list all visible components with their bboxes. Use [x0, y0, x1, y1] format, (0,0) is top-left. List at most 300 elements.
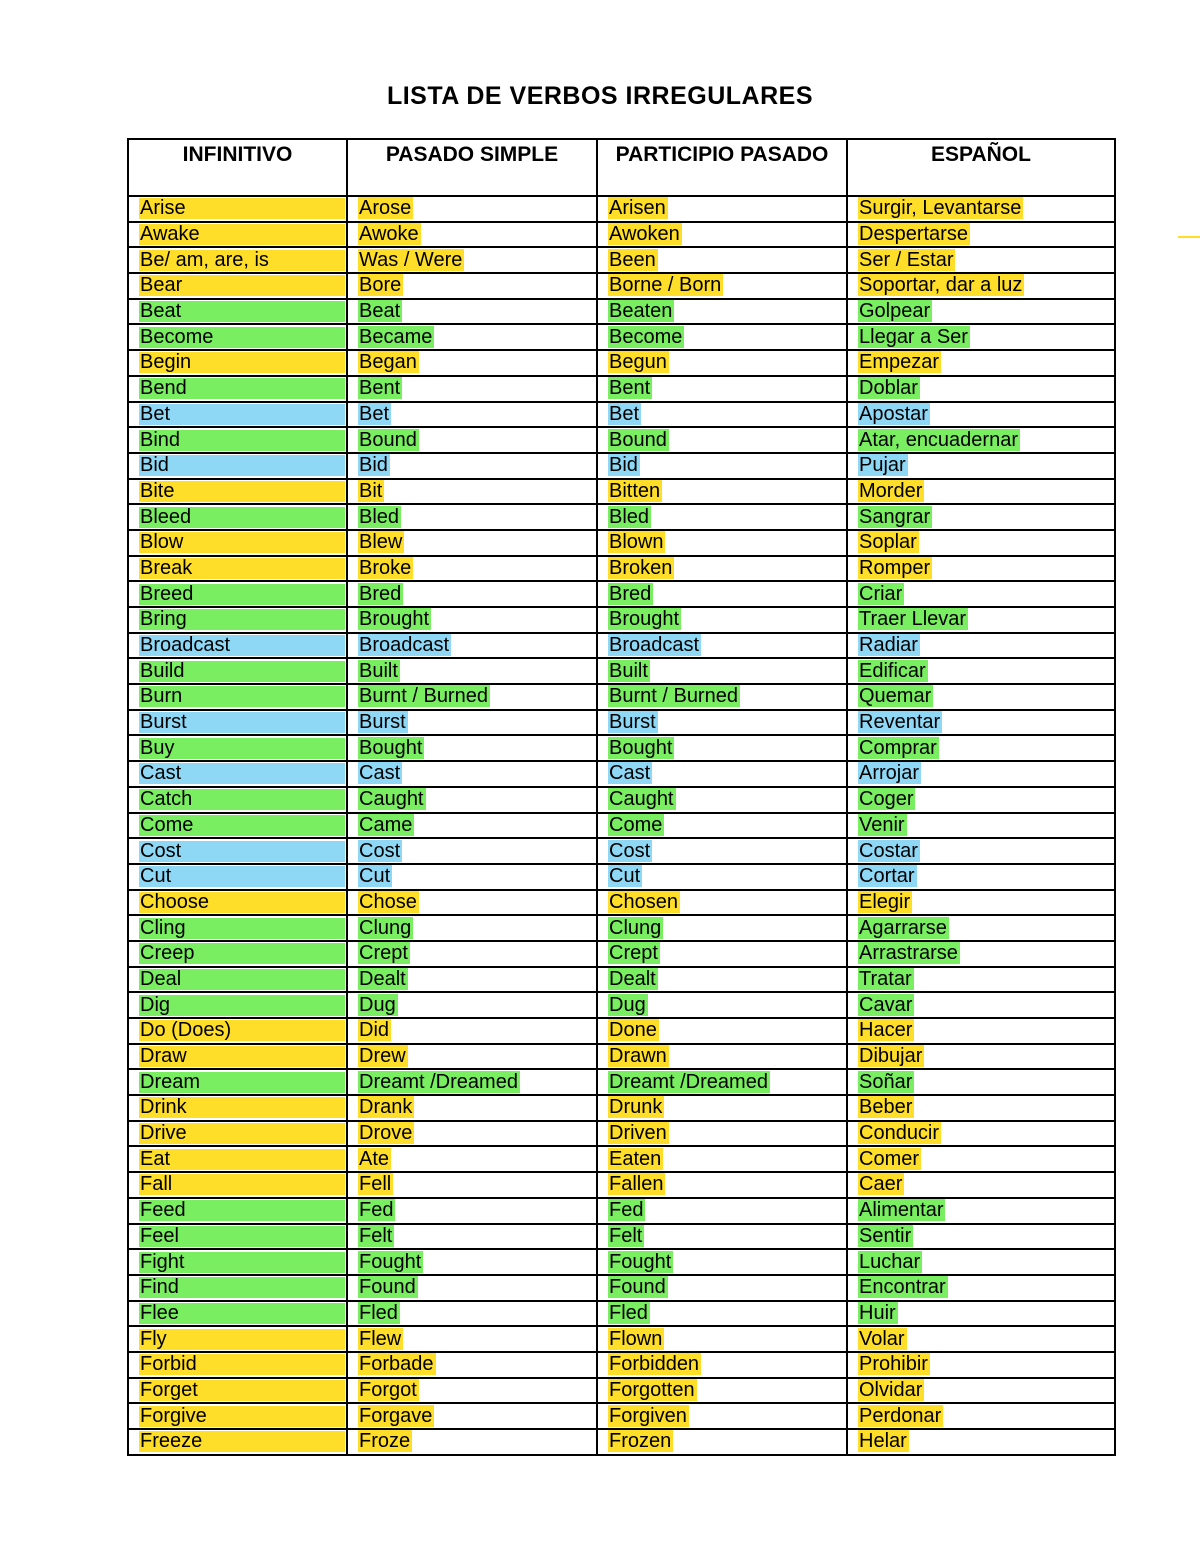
participio-cell — [597, 376, 847, 402]
cell-text: Awoke — [359, 223, 419, 246]
participio-cell — [597, 813, 847, 839]
header-espanol: ESPAÑOL — [847, 139, 1115, 196]
cell-text: Catch — [139, 789, 345, 810]
table-row — [128, 1044, 1115, 1070]
cell-text: Creep — [139, 943, 345, 964]
infinitivo-cell — [128, 992, 347, 1018]
cell-text: Bid — [609, 454, 638, 477]
participio-cell — [597, 1403, 847, 1429]
cell-text: Crept — [359, 942, 408, 965]
cell-text: Bound — [359, 428, 417, 451]
pasado-simple-cell — [347, 1224, 597, 1250]
table-row — [128, 1224, 1115, 1250]
cell-text: Dealt — [359, 967, 406, 990]
cell-text: Pujar — [859, 454, 906, 477]
table-row — [128, 1352, 1115, 1378]
cell-text: Forget — [139, 1380, 345, 1401]
cell-text: Bitten — [609, 479, 661, 502]
cell-text: Froze — [359, 1430, 411, 1453]
cell-text: Costar — [859, 839, 918, 862]
espanol-cell — [847, 1172, 1115, 1198]
table-row — [128, 427, 1115, 453]
pasado-simple-cell — [347, 941, 597, 967]
espanol-cell — [847, 967, 1115, 993]
participio-cell — [597, 247, 847, 273]
cell-text: Done — [609, 1019, 657, 1042]
espanol-cell — [847, 1198, 1115, 1224]
cell-text: Awoken — [609, 223, 680, 246]
cell-text: Forbid — [139, 1354, 345, 1375]
verbs-table — [127, 138, 1116, 1456]
table-row — [128, 1198, 1115, 1224]
espanol-cell — [847, 607, 1115, 633]
participio-cell — [597, 427, 847, 453]
cell-text: Fought — [609, 1250, 672, 1273]
cell-text: Flew — [359, 1327, 402, 1350]
participio-cell — [597, 864, 847, 890]
pasado-simple-cell — [347, 735, 597, 761]
participio-cell — [597, 735, 847, 761]
participio-cell — [597, 350, 847, 376]
pasado-simple-cell — [347, 222, 597, 248]
table-row — [128, 710, 1115, 736]
cell-text: Dig — [139, 995, 345, 1016]
cell-text: Begin — [139, 352, 345, 373]
cell-text: Felt — [359, 1224, 393, 1247]
cell-text: Coger — [859, 788, 914, 811]
table-row — [128, 530, 1115, 556]
cell-text: Cut — [359, 865, 391, 888]
cell-text: Built — [359, 659, 398, 682]
cell-text: Cast — [609, 762, 651, 785]
participio-cell — [597, 453, 847, 479]
participio-cell — [597, 658, 847, 684]
cell-text: Beber — [859, 1096, 913, 1119]
cell-text: Bought — [609, 736, 673, 759]
participio-cell — [597, 1198, 847, 1224]
infinitivo-cell — [128, 1146, 347, 1172]
cell-text: Broadcast — [139, 635, 345, 656]
pasado-simple-cell — [347, 813, 597, 839]
participio-cell — [597, 1429, 847, 1455]
cell-text: Criar — [859, 582, 903, 605]
cell-text: Caught — [609, 788, 674, 811]
participio-cell — [597, 967, 847, 993]
espanol-cell — [847, 1326, 1115, 1352]
cell-text: Bled — [609, 505, 650, 528]
infinitivo-cell — [128, 427, 347, 453]
cell-text: Bought — [359, 736, 423, 759]
participio-cell — [597, 761, 847, 787]
infinitivo-cell — [128, 735, 347, 761]
infinitivo-cell — [128, 607, 347, 633]
espanol-cell — [847, 941, 1115, 967]
cell-text: Cling — [139, 918, 345, 939]
pasado-simple-cell — [347, 530, 597, 556]
cell-text: Cast — [359, 762, 401, 785]
cell-text: Beat — [359, 300, 401, 323]
pasado-simple-cell — [347, 1301, 597, 1327]
cell-text: Bend — [139, 378, 345, 399]
cell-text: Empezar — [859, 351, 940, 374]
cell-text: Comprar — [859, 736, 937, 759]
infinitivo-cell — [128, 1069, 347, 1095]
cell-text: Edificar — [859, 659, 926, 682]
cell-text: Quemar — [859, 685, 932, 708]
cell-text: Venir — [859, 813, 905, 836]
espanol-cell — [847, 1275, 1115, 1301]
infinitivo-cell — [128, 761, 347, 787]
espanol-cell — [847, 556, 1115, 582]
cell-text: Cost — [609, 839, 651, 862]
participio-cell — [597, 710, 847, 736]
cell-text: Olvidar — [859, 1378, 923, 1401]
table-row — [128, 1249, 1115, 1275]
table-row — [128, 1172, 1115, 1198]
cell-text: Did — [359, 1019, 390, 1042]
cell-text: Radiar — [859, 634, 918, 657]
cell-text: Bent — [609, 377, 651, 400]
infinitivo-cell — [128, 504, 347, 530]
cell-text: Drew — [359, 1045, 406, 1068]
cell-text: Bid — [139, 455, 345, 476]
cell-text: Bring — [139, 609, 345, 630]
participio-cell — [597, 787, 847, 813]
cell-text: Perdonar — [859, 1404, 942, 1427]
pasado-simple-cell — [347, 479, 597, 505]
pasado-simple-cell — [347, 299, 597, 325]
infinitivo-cell — [128, 633, 347, 659]
cell-text: Ate — [359, 1147, 390, 1170]
cell-text: Buy — [139, 738, 345, 759]
espanol-cell — [847, 479, 1115, 505]
table-row — [128, 1301, 1115, 1327]
participio-cell — [597, 273, 847, 299]
espanol-cell — [847, 864, 1115, 890]
cell-text: Atar, encuadernar — [859, 428, 1018, 451]
infinitivo-cell — [128, 453, 347, 479]
espanol-cell — [847, 504, 1115, 530]
cell-text: Fell — [359, 1173, 392, 1196]
cell-text: Found — [359, 1276, 416, 1299]
pasado-simple-cell — [347, 684, 597, 710]
cell-text: Sentir — [859, 1224, 912, 1247]
pasado-simple-cell — [347, 838, 597, 864]
verbs-table-body — [128, 196, 1115, 1455]
pasado-simple-cell — [347, 376, 597, 402]
participio-cell — [597, 1224, 847, 1250]
pasado-simple-cell — [347, 761, 597, 787]
pasado-simple-cell — [347, 864, 597, 890]
pasado-simple-cell — [347, 967, 597, 993]
espanol-cell — [847, 324, 1115, 350]
infinitivo-cell — [128, 1172, 347, 1198]
pasado-simple-cell — [347, 1403, 597, 1429]
cell-text: Came — [359, 813, 413, 836]
cell-text: Forbidden — [609, 1353, 700, 1376]
table-row — [128, 1429, 1115, 1455]
espanol-cell — [847, 376, 1115, 402]
cell-text: Fought — [359, 1250, 422, 1273]
pasado-simple-cell — [347, 1095, 597, 1121]
cell-text: Broken — [609, 556, 673, 579]
cell-text: Forgave — [359, 1404, 433, 1427]
cell-text: Burst — [609, 711, 656, 734]
cell-text: Arisen — [609, 197, 666, 220]
cell-text: Arrastrarse — [859, 942, 958, 965]
cell-text: Do (Does) — [139, 1020, 345, 1041]
espanol-cell — [847, 1069, 1115, 1095]
pasado-simple-cell — [347, 247, 597, 273]
pasado-simple-cell — [347, 890, 597, 916]
cell-text: Bite — [139, 481, 345, 502]
cell-text: Build — [139, 661, 345, 682]
table-row — [128, 1121, 1115, 1147]
espanol-cell — [847, 453, 1115, 479]
infinitivo-cell — [128, 1301, 347, 1327]
cell-text: Forbade — [359, 1353, 434, 1376]
table-row — [128, 299, 1115, 325]
infinitivo-cell — [128, 324, 347, 350]
espanol-cell — [847, 735, 1115, 761]
cell-text: Doblar — [859, 377, 918, 400]
pasado-simple-cell — [347, 1018, 597, 1044]
cell-text: Fled — [359, 1301, 398, 1324]
espanol-cell — [847, 1352, 1115, 1378]
espanol-cell — [847, 350, 1115, 376]
cell-text: Agarrarse — [859, 916, 947, 939]
pasado-simple-cell — [347, 1326, 597, 1352]
table-row — [128, 1018, 1115, 1044]
cell-text: Cavar — [859, 993, 913, 1016]
cell-text: Morder — [859, 479, 923, 502]
cell-text: Burn — [139, 686, 345, 707]
table-row — [128, 247, 1115, 273]
participio-cell — [597, 581, 847, 607]
espanol-cell — [847, 299, 1115, 325]
cell-text: Deal — [139, 969, 345, 990]
pasado-simple-cell — [347, 633, 597, 659]
espanol-cell — [847, 1301, 1115, 1327]
infinitivo-cell — [128, 1018, 347, 1044]
table-row — [128, 915, 1115, 941]
cell-text: Bet — [139, 404, 345, 425]
espanol-cell — [847, 890, 1115, 916]
cell-text: Clung — [609, 916, 662, 939]
pasado-simple-cell — [347, 787, 597, 813]
participio-cell — [597, 196, 847, 222]
cell-text: Feed — [139, 1200, 345, 1221]
pasado-simple-cell — [347, 504, 597, 530]
espanol-cell — [847, 1429, 1115, 1455]
participio-cell — [597, 504, 847, 530]
cell-text: Draw — [139, 1046, 345, 1067]
cell-text: Arrojar — [859, 762, 920, 785]
infinitivo-cell — [128, 710, 347, 736]
cell-text: Break — [139, 558, 345, 579]
table-row — [128, 453, 1115, 479]
cell-text: Dreamt /Dreamed — [359, 1070, 518, 1093]
pasado-simple-cell — [347, 915, 597, 941]
table-row — [128, 402, 1115, 428]
espanol-cell — [847, 196, 1115, 222]
cell-text: Drank — [359, 1096, 413, 1119]
infinitivo-cell — [128, 1095, 347, 1121]
cell-text: Become — [139, 327, 345, 348]
table-header-row — [128, 139, 1115, 196]
pasado-simple-cell — [347, 402, 597, 428]
cell-text: Felt — [609, 1224, 643, 1247]
infinitivo-cell — [128, 581, 347, 607]
infinitivo-cell — [128, 1224, 347, 1250]
cell-text: Surgir, Levantarse — [859, 197, 1022, 220]
cell-text: Cortar — [859, 865, 915, 888]
table-row — [128, 864, 1115, 890]
pasado-simple-cell — [347, 1069, 597, 1095]
cell-text: Bred — [359, 582, 402, 605]
cell-text: Blown — [609, 531, 664, 554]
cell-text: Drawn — [609, 1045, 667, 1068]
table-row — [128, 1326, 1115, 1352]
cell-text: Fed — [359, 1199, 394, 1222]
espanol-cell — [847, 427, 1115, 453]
table-row — [128, 581, 1115, 607]
table-row — [128, 1275, 1115, 1301]
participio-cell — [597, 1275, 847, 1301]
infinitivo-cell — [128, 402, 347, 428]
table-row — [128, 504, 1115, 530]
table-row — [128, 787, 1115, 813]
table-row — [128, 350, 1115, 376]
cell-text: Bid — [359, 454, 388, 477]
participio-cell — [597, 1095, 847, 1121]
cell-text: Elegir — [859, 890, 911, 913]
cell-text: Huir — [859, 1301, 896, 1324]
participio-cell — [597, 1249, 847, 1275]
cell-text: Choose — [139, 892, 345, 913]
cell-text: Found — [609, 1276, 666, 1299]
cell-text: Clung — [359, 916, 412, 939]
cell-text: Burnt / Burned — [609, 685, 738, 708]
espanol-cell — [847, 273, 1115, 299]
cell-text: Burst — [359, 711, 406, 734]
cell-text: Forgive — [139, 1406, 345, 1427]
cell-text: Cast — [139, 763, 345, 784]
table-row — [128, 967, 1115, 993]
infinitivo-cell — [128, 838, 347, 864]
cell-text: Conducir — [859, 1122, 940, 1145]
infinitivo-cell — [128, 684, 347, 710]
participio-cell — [597, 607, 847, 633]
cell-text: Fled — [609, 1301, 648, 1324]
participio-cell — [597, 915, 847, 941]
pasado-simple-cell — [347, 350, 597, 376]
cell-text: Fed — [609, 1199, 644, 1222]
espanol-cell — [847, 1249, 1115, 1275]
espanol-cell — [847, 915, 1115, 941]
pasado-simple-cell — [347, 427, 597, 453]
cell-text: Arise — [139, 198, 345, 219]
espanol-cell — [847, 787, 1115, 813]
espanol-cell — [847, 710, 1115, 736]
cell-text: Crept — [609, 942, 658, 965]
infinitivo-cell — [128, 658, 347, 684]
participio-cell — [597, 299, 847, 325]
cell-text: Beaten — [609, 300, 673, 323]
infinitivo-cell — [128, 376, 347, 402]
table-row — [128, 941, 1115, 967]
table-row — [128, 1403, 1115, 1429]
cell-text: Blew — [359, 531, 403, 554]
table-row — [128, 479, 1115, 505]
infinitivo-cell — [128, 1275, 347, 1301]
table-row — [128, 324, 1115, 350]
cell-text: Dream — [139, 1072, 345, 1093]
infinitivo-cell — [128, 556, 347, 582]
pasado-simple-cell — [347, 1352, 597, 1378]
cell-text: Been — [609, 248, 656, 271]
participio-cell — [597, 838, 847, 864]
cell-text: Become — [609, 325, 683, 348]
infinitivo-cell — [128, 890, 347, 916]
cell-text: Ser / Estar — [859, 248, 954, 271]
espanol-cell — [847, 1378, 1115, 1404]
cell-text: Begun — [609, 351, 667, 374]
table-row — [128, 196, 1115, 222]
infinitivo-cell — [128, 273, 347, 299]
cell-text: Bind — [139, 430, 345, 451]
cell-text: Come — [609, 813, 663, 836]
cell-text: Fly — [139, 1329, 345, 1350]
cell-text: Eaten — [609, 1147, 662, 1170]
pasado-simple-cell — [347, 324, 597, 350]
page-title: LISTA DE VERBOS IRREGULARES — [386, 82, 814, 110]
cell-text: Soplar — [859, 531, 917, 554]
cell-text: Beat — [139, 301, 345, 322]
participio-cell — [597, 1378, 847, 1404]
participio-cell — [597, 1352, 847, 1378]
infinitivo-cell — [128, 247, 347, 273]
pasado-simple-cell — [347, 607, 597, 633]
infinitivo-cell — [128, 222, 347, 248]
cell-text: Cut — [139, 866, 345, 887]
pasado-simple-cell — [347, 658, 597, 684]
cell-text: Feel — [139, 1226, 345, 1247]
cell-text: Burst — [139, 712, 345, 733]
cell-text: Helar — [859, 1430, 907, 1453]
cell-text: Drive — [139, 1123, 345, 1144]
espanol-cell — [847, 1403, 1115, 1429]
espanol-cell — [847, 247, 1115, 273]
pasado-simple-cell — [347, 710, 597, 736]
espanol-cell — [847, 1044, 1115, 1070]
cell-text: Golpear — [859, 300, 931, 323]
cell-text: Dug — [359, 993, 396, 1016]
participio-cell — [597, 633, 847, 659]
espanol-cell — [847, 402, 1115, 428]
pasado-simple-cell — [347, 453, 597, 479]
participio-cell — [597, 941, 847, 967]
cell-text: Traer Llevar — [859, 608, 967, 631]
participio-cell — [597, 1326, 847, 1352]
cell-text: Caer — [859, 1173, 903, 1196]
cell-text: Driven — [609, 1122, 667, 1145]
espanol-cell — [847, 992, 1115, 1018]
infinitivo-cell — [128, 299, 347, 325]
cell-text: Breed — [139, 584, 345, 605]
espanol-cell — [847, 222, 1115, 248]
participio-cell — [597, 684, 847, 710]
